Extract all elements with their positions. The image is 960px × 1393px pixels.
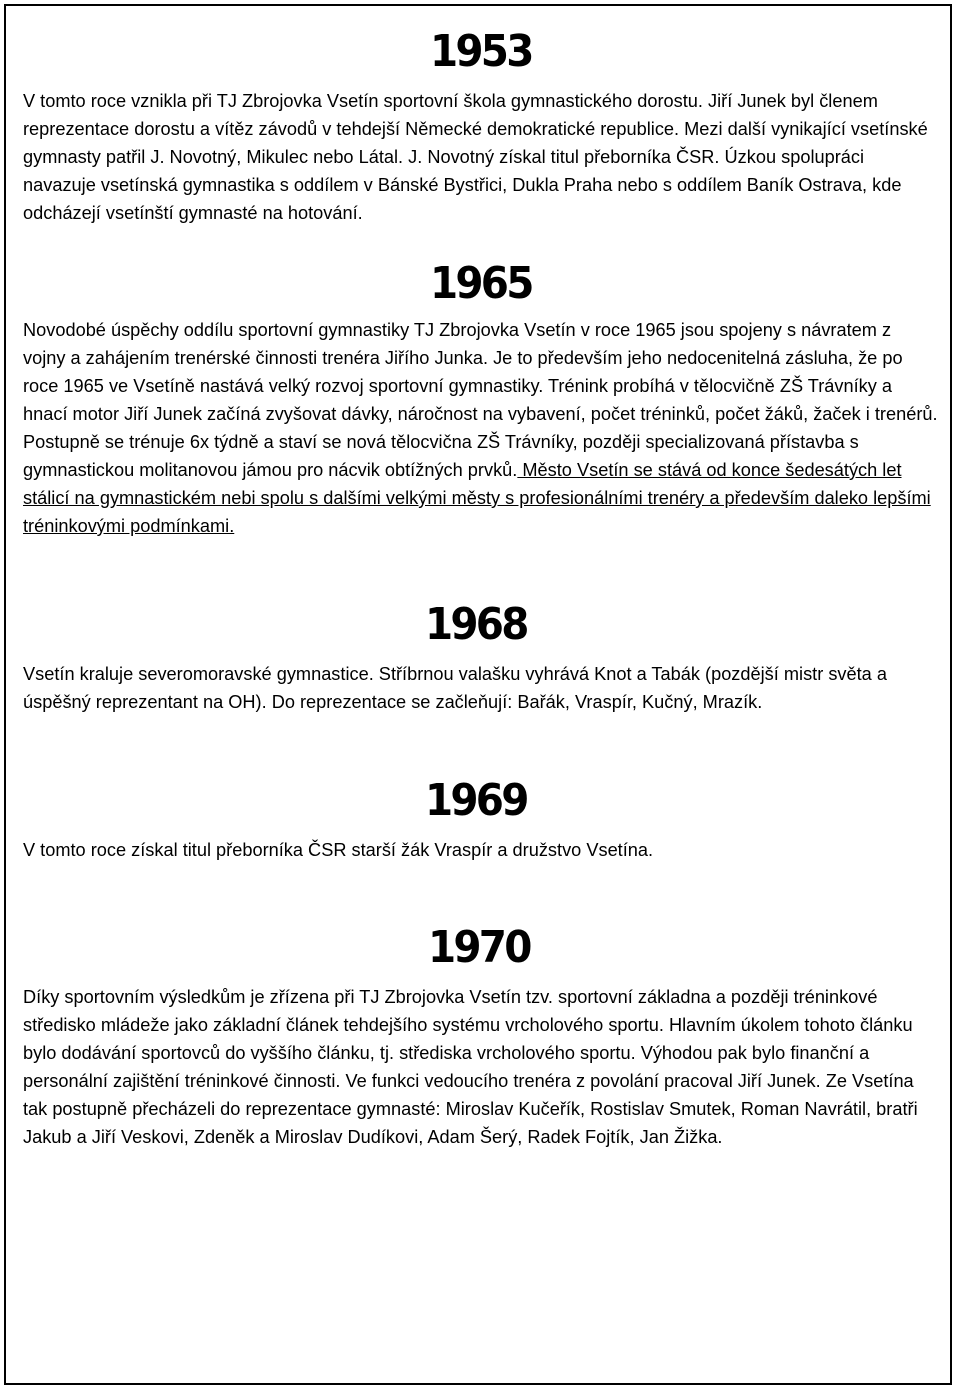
paragraph-1965-underlined: Město Vsetín se stává od konce šedesátých let stálicí na gymnastickém nebi spolu s dalšími velkými městy s profesionálními trenéry a především daleko lepšími tréninkovými podmínkami. (23, 460, 931, 536)
year-heading-1968: 1968 (425, 599, 527, 650)
paragraph-1953: V tomto roce vznikla při TJ Zbrojovka Vsetín sportovní škola gymnastického dorostu. Jiří Junek byl členem reprezentace dorostu a vítěz závodů v tehdejší Německé demokratické republice. Mezi další vynikající vsetínské gymnasty patřil J. Novotný, Mikulec nebo Látal. J. Novotný získal titul přeborníka ČSR. Úzkou spolupráci navazuje vsetínská gymnastika s oddílem v Bánské Bystřici, Dukla Praha nebo s oddílem Baník Ostrava, kde odcházejí vsetínští gymnasté na hotování. (23, 91, 928, 223)
paragraph-1968: Vsetín kraluje severomoravské gymnastice. Stříbrnou valašku vyhrává Knot a Tabák (pozdější mistr světa a úspěšný reprezentant na OH). Do reprezentace se začleňují: Bařák, Vraspír, Kučný, Mrazík. (23, 664, 887, 712)
year-heading-1953: 1953 (430, 26, 532, 77)
paragraph-1965 (23, 316, 938, 540)
year-heading-1969: 1969 (425, 775, 527, 826)
paragraph-1970: Díky sportovním výsledkům je zřízena při TJ Zbrojovka Vsetín tzv. sportovní základna a později tréninkové středisko mládeže jako základní článek tehdejšího systému vrcholového sportu. Hlavním úkolem tohoto článku bylo dodávání sportovců do vyššího článku, tj. střediska vrcholového sportu. Výhodou pak bylo finanční a personální zajištění tréninkové činnosti. Ve funkci vedoucího trenéra z povolání pracoval Jiří Junek. Ze Vsetína tak postupně přecházeli do reprezentace gymnasté: Miroslav Kučeřík, Rostislav Smutek, Roman Navrátil, bratři Jakub a Jiří Veskovi, Zdeněk a Miroslav Dudíkovi, Adam Šerý, Radek Fojtík, Jan Žižka. (23, 987, 918, 1147)
paragraph-1965-text: Novodobé úspěchy oddílu sportovní gymnastiky TJ Zbrojovka Vsetín v roce 1965 jsou spojeny s návratem z vojny a zahájením trenérské činnosti trenéra Jiřího Junka. Je to především jeho nedocenitelná zásluha, že po roce 1965 ve Vsetíně nastává velký rozvoj sportovní gymnastiky. Trénink probíhá v tělocvičně ZŠ Trávníky a hnací motor Jiří Junek začíná zvyšovat dávky, náročnost na vybavení, počet tréninků, počet žáků, žaček i trenérů. Postupně se trénuje 6x týdně a staví se nová tělocvična ZŠ Trávníky, později specializovaná přístavba s gymnastickou molitanovou jámou pro nácvik obtížných prvků. (23, 320, 938, 480)
year-heading-1970: 1970 (428, 922, 530, 973)
paragraph-1969: V tomto roce získal titul přeborníka ČSR starší žák Vraspír a družstvo Vsetína. (23, 840, 654, 860)
year-heading-1965: 1965 (430, 258, 532, 309)
